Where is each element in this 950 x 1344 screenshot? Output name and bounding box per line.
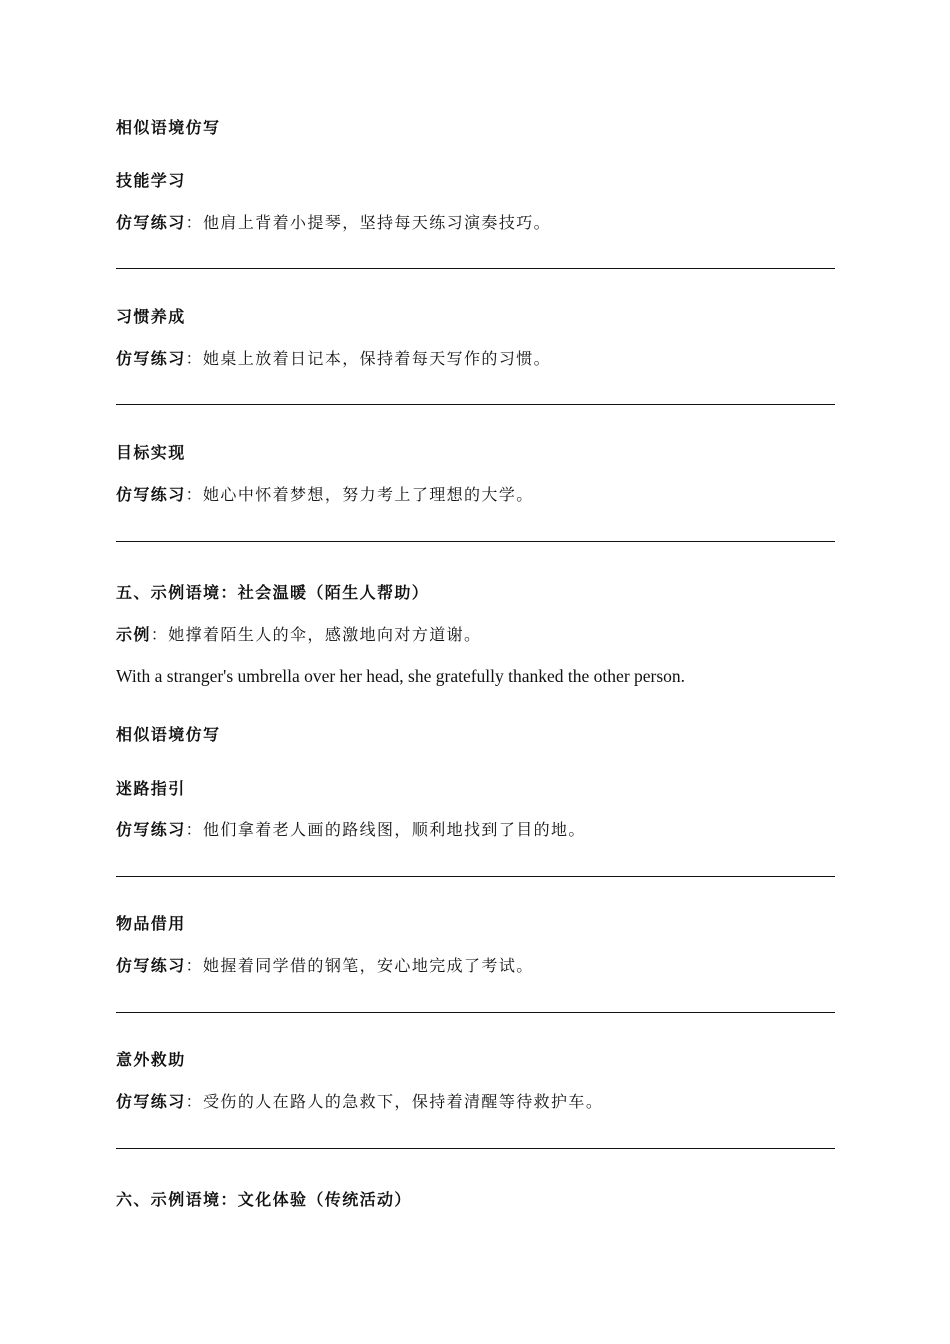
practice-item <box>116 820 586 840</box>
practice-label: 仿写练习 <box>116 485 186 504</box>
practice-item <box>116 956 534 976</box>
practice-text: 她桌上放着日记本，保持着每天写作的习惯。 <box>203 349 552 368</box>
practice-label: 仿写练习 <box>116 1092 186 1111</box>
practice-text: 他们拿着老人画的路线图，顺利地找到了目的地。 <box>203 820 586 839</box>
label-separator: ： <box>185 485 204 504</box>
section-heading: 相似语境仿写 <box>116 118 221 137</box>
answer-line <box>116 876 835 877</box>
practice-item <box>116 349 551 369</box>
section-title: 五、示例语境：社会温暖（陌生人帮助） <box>116 583 430 602</box>
practice-text: 她握着同学借的钢笔，安心地完成了考试。 <box>203 956 534 975</box>
example-text: 她撑着陌生人的伞，感激地向对方道谢。 <box>168 625 482 644</box>
practice-text: 她心中怀着梦想，努力考上了理想的大学。 <box>203 485 534 504</box>
practice-item <box>116 213 551 233</box>
practice-text: 他肩上背着小提琴，坚持每天练习演奏技巧。 <box>203 213 552 232</box>
answer-line <box>116 1012 835 1013</box>
english-translation: With a stranger's umbrella over her head, she gratefully thanked the other person. <box>116 666 686 686</box>
label-separator: ： <box>185 956 204 975</box>
section-heading: 相似语境仿写 <box>116 725 221 744</box>
subheading: 物品借用 <box>116 914 186 933</box>
example-item <box>116 625 481 645</box>
answer-line <box>116 268 835 269</box>
practice-label: 仿写练习 <box>116 213 186 232</box>
practice-item <box>116 1092 603 1112</box>
section-title: 六、示例语境：文化体验（传统活动） <box>116 1190 412 1209</box>
subheading: 迷路指引 <box>116 779 186 798</box>
label-separator: ： <box>150 625 169 644</box>
label-separator: ： <box>185 213 204 232</box>
answer-line <box>116 404 835 405</box>
practice-text: 受伤的人在路人的急救下，保持着清醒等待救护车。 <box>203 1092 604 1111</box>
label-separator: ： <box>185 349 204 368</box>
practice-label: 仿写练习 <box>116 956 186 975</box>
subheading: 技能学习 <box>116 171 186 190</box>
subheading: 意外救助 <box>116 1050 186 1069</box>
answer-line <box>116 541 835 542</box>
answer-line <box>116 1148 835 1149</box>
practice-label: 仿写练习 <box>116 820 186 839</box>
label-separator: ： <box>185 820 204 839</box>
subheading: 目标实现 <box>116 443 186 462</box>
subheading: 习惯养成 <box>116 307 186 326</box>
practice-item <box>116 485 534 505</box>
practice-label: 仿写练习 <box>116 349 186 368</box>
example-label: 示例 <box>116 625 151 644</box>
label-separator: ： <box>185 1092 204 1111</box>
